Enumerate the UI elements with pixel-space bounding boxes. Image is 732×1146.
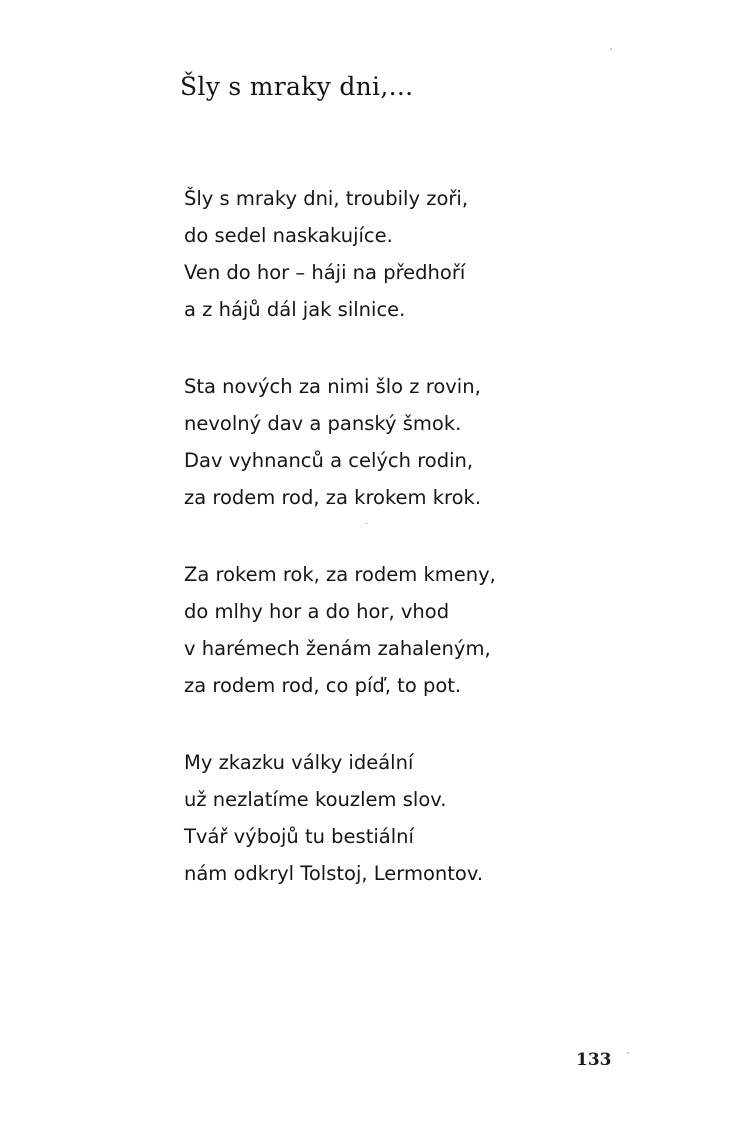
poem-line: Šly s mraky dni, troubily zoři, bbox=[184, 187, 469, 210]
poem-title: Šly s mraky dni,... bbox=[180, 72, 414, 101]
stanza-spacer bbox=[184, 704, 604, 744]
poem-line: nám odkryl Tolstoj, Lermontov. bbox=[184, 862, 484, 885]
poem-line: už nezlatíme kouzlem slov. bbox=[184, 788, 447, 811]
poem-line: za rodem rod, co píď, to pot. bbox=[184, 674, 462, 697]
paper-speck bbox=[627, 1052, 629, 1054]
poem-line: Tvář výbojů tu bestiální bbox=[184, 825, 414, 848]
poem-line: Za rokem rok, za rodem kmeny, bbox=[184, 563, 496, 586]
poem-line: za rodem rod, za krokem krok. bbox=[184, 486, 482, 509]
poem-line: v harémech ženám zahaleným, bbox=[184, 637, 491, 660]
paper-speck bbox=[365, 523, 368, 524]
poem-line: a z hájů dál jak silnice. bbox=[184, 298, 406, 321]
poem-line: My zkazku války ideální bbox=[184, 751, 414, 774]
poem-line: Dav vyhnanců a celých rodin, bbox=[184, 449, 474, 472]
stanza-1 bbox=[184, 180, 604, 328]
poem-line: do sedel naskakujíce. bbox=[184, 224, 393, 247]
stanza-spacer bbox=[184, 328, 604, 368]
poem-line: Ven do hor – háji na předhoří bbox=[184, 261, 466, 284]
poem-line: nevolný dav a panský šmok. bbox=[184, 412, 462, 435]
page-number: 133 bbox=[576, 1050, 612, 1070]
poem-line: do mlhy hor a do hor, vhod bbox=[184, 600, 450, 623]
paper-speck bbox=[610, 48, 612, 50]
stanza-2 bbox=[184, 368, 604, 516]
stanza-3 bbox=[184, 556, 604, 704]
stanza-4 bbox=[184, 744, 604, 892]
poem-line: Sta nových za nimi šlo z rovin, bbox=[184, 375, 481, 398]
poem-body bbox=[184, 180, 604, 892]
stanza-spacer bbox=[184, 516, 604, 556]
